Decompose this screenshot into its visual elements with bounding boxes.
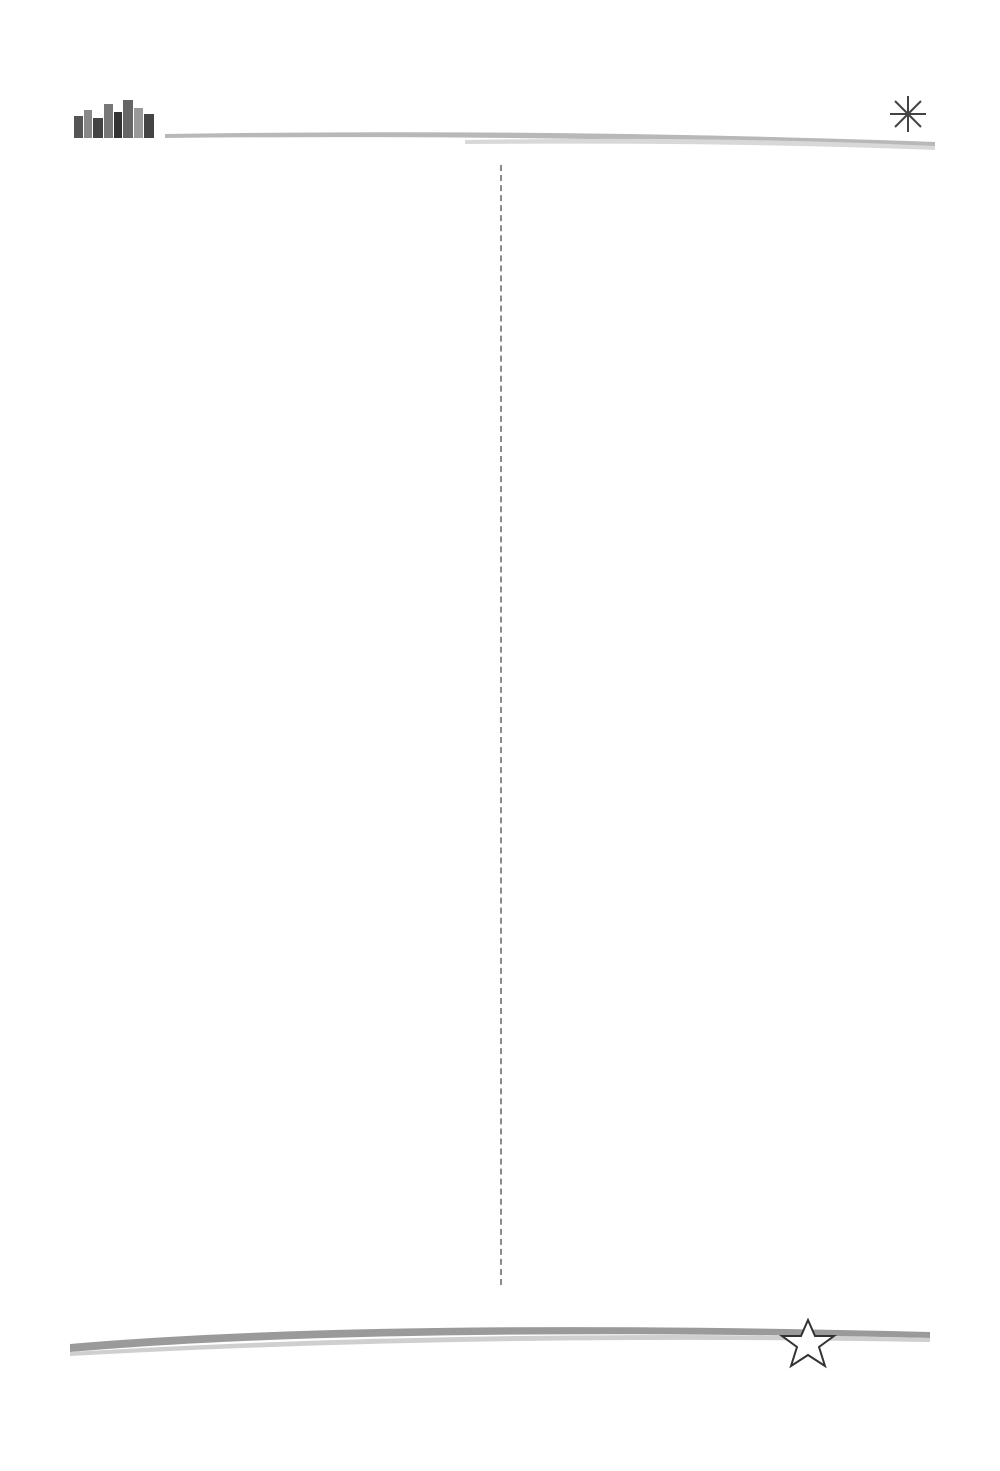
- pinwheel-icon: [888, 94, 928, 134]
- page-number: [783, 1325, 833, 1365]
- column-divider: [500, 165, 502, 1285]
- books-icon: [72, 98, 162, 140]
- header-swoosh: [165, 128, 935, 150]
